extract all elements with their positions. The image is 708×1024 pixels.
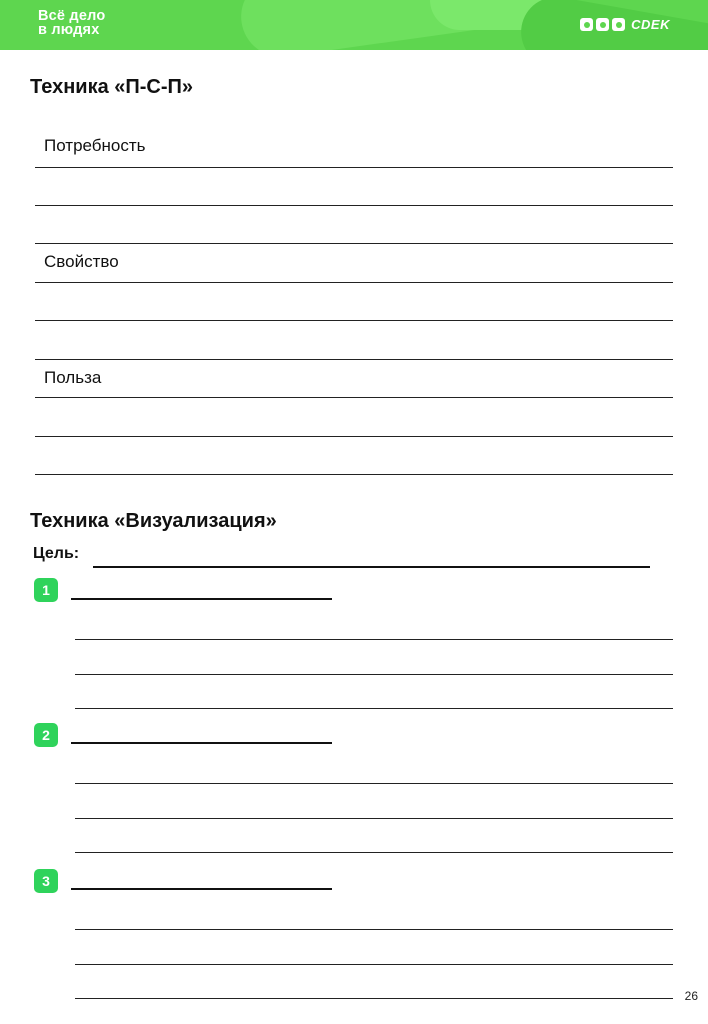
brand-logo <box>580 17 670 32</box>
writing-line[interactable] <box>35 474 673 475</box>
writing-line[interactable] <box>75 998 673 999</box>
writing-line[interactable] <box>35 397 673 398</box>
step-title-line[interactable] <box>71 598 332 600</box>
goal-label: Цель: <box>33 545 80 562</box>
writing-line[interactable] <box>75 852 673 853</box>
writing-line[interactable] <box>35 282 673 283</box>
writing-line[interactable] <box>35 359 673 360</box>
page-header <box>0 0 708 50</box>
header-slogan <box>38 9 105 37</box>
heart-icon <box>580 18 593 31</box>
writing-line[interactable] <box>75 674 673 675</box>
writing-line[interactable] <box>75 708 673 709</box>
writing-line[interactable] <box>75 783 673 784</box>
step-badge-3: 3 <box>34 869 58 893</box>
at-icon <box>612 18 625 31</box>
writing-line[interactable] <box>35 243 673 244</box>
writing-line[interactable] <box>35 320 673 321</box>
step-badge-2: 2 <box>34 723 58 747</box>
visualization-title: Техника «Визуализация» <box>30 510 277 532</box>
step-title-line[interactable] <box>71 742 332 744</box>
step-badge-1: 1 <box>34 578 58 602</box>
psp-label-property: Свойство <box>44 252 119 271</box>
writing-line[interactable] <box>75 639 673 640</box>
slogan-line-2: в людях <box>38 22 100 38</box>
writing-line[interactable] <box>75 964 673 965</box>
writing-line[interactable] <box>35 436 673 437</box>
step-title-line[interactable] <box>71 888 332 890</box>
writing-line[interactable] <box>75 818 673 819</box>
slogan-line-1: Всё дело <box>38 8 106 24</box>
brand-name: CDEK <box>631 17 670 32</box>
psp-title: Техника «П-С-П» <box>30 76 194 98</box>
psp-label-benefit: Польза <box>44 368 102 387</box>
plus-icon <box>596 18 609 31</box>
psp-label-need: Потребность <box>44 136 146 155</box>
page-number: 26 <box>684 989 698 1003</box>
writing-line[interactable] <box>75 929 673 930</box>
goal-input-line[interactable] <box>93 566 650 568</box>
writing-line[interactable] <box>35 205 673 206</box>
writing-line[interactable] <box>35 167 673 168</box>
